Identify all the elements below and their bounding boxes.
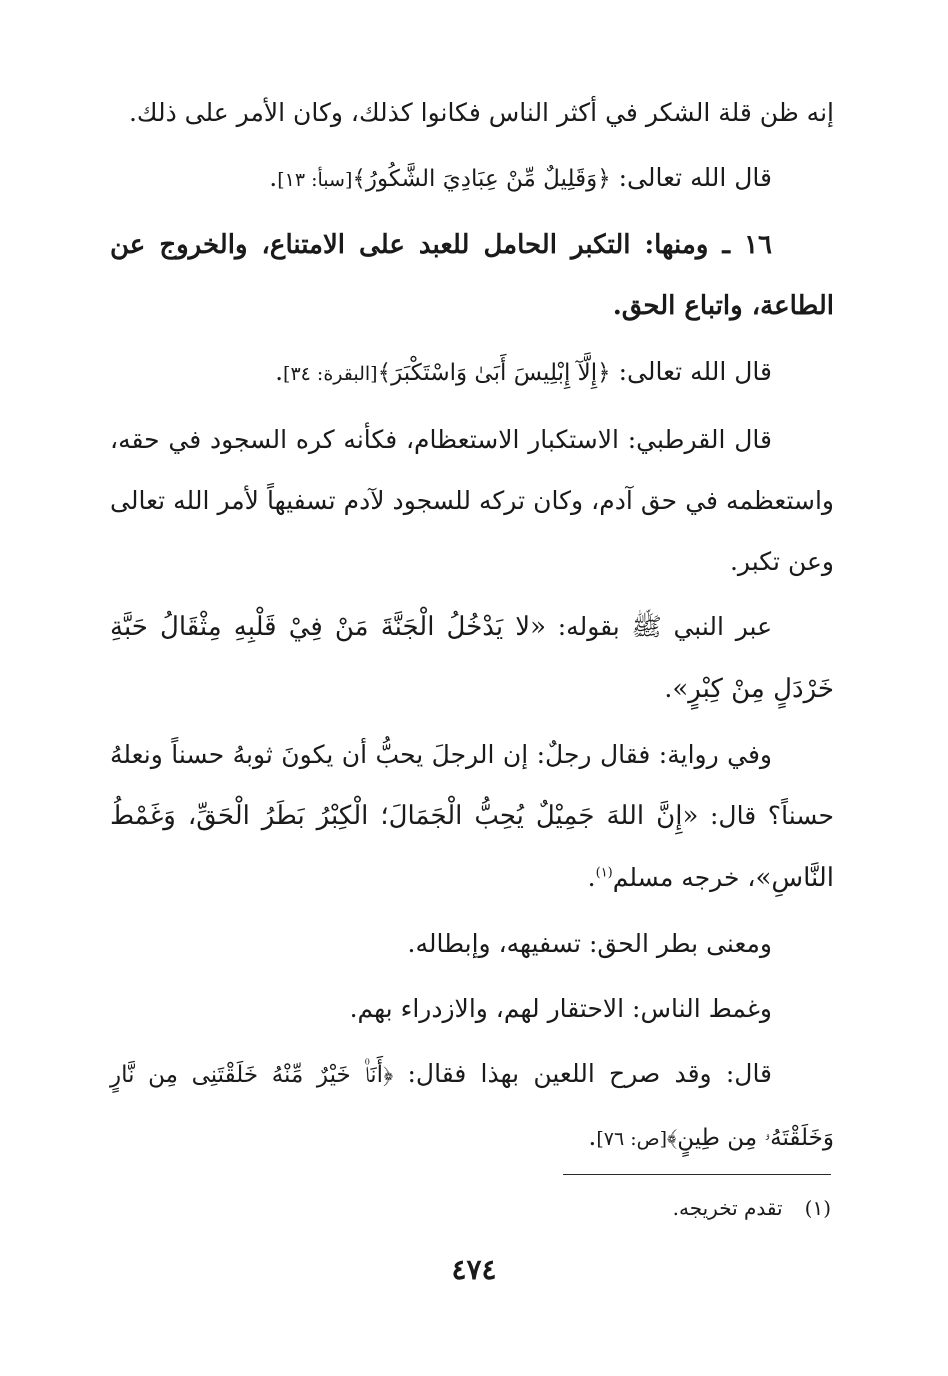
paragraph-7-hadith [110, 724, 834, 909]
verse-intro: قال: وقد صرح اللعين بهذا فقال: [393, 1059, 773, 1088]
end-punctuation: . [269, 163, 278, 192]
paragraph-10-quran-verse [110, 1043, 834, 1170]
paragraph-3-heading [110, 215, 834, 337]
footnote-marker: (١) [595, 865, 613, 881]
hadith-intro: عبر النبي ﷺ بقوله: [545, 612, 772, 641]
verse-reference: [البقرة: ٣٤] [283, 363, 378, 385]
paragraph-6-hadith [110, 596, 834, 720]
end-punctuation: . [587, 863, 596, 892]
hadith-source: ، خرجه مسلم [612, 863, 756, 892]
page-number: ٤٧٤ [451, 1253, 497, 1286]
page-body [110, 82, 834, 1174]
end-punctuation: . [588, 1122, 597, 1151]
hadith-text: «لا يَدْخُلُ الْجَنَّةَ مَنْ فِيْ قَلْبِهِ مِثْقَالُ حَبَّةِ خَرْدَلٍ مِنْ كِبْرٍ» [110, 612, 834, 704]
verse-intro: قال الله تعالى: [610, 163, 772, 192]
footnote [500, 1188, 831, 1228]
paragraph-text: إنه ظن قلة الشكر في أكثر الناس فكانوا كذلك، وكان الأمر على ذلك. [128, 98, 834, 127]
end-punctuation: . [664, 674, 673, 703]
paragraph-text: قال القرطبي: الاستكبار الاستعظام، فكأنه كره السجود في حقه، واستعظمه في حق آدم، وكان تركه للسجود لآدم تسفيهاً لأمر الله تعالى وعن تكبر. [110, 425, 834, 576]
quran-verse: ﴿إِلَّآ إِبْلِيسَ أَبَىٰ وَاسْتَكْبَرَ﴾ [377, 360, 611, 386]
paragraph-9 [110, 978, 834, 1039]
quran-verse: ﴿أَنَا۠ خَيْرٌ مِّنْهُ خَلَقْتَنِى مِن نَّارٍ وَخَلَقْتَهُۥ مِن طِينٍ﴾ [110, 1062, 834, 1151]
paragraph-2-quran-verse [110, 147, 834, 211]
verse-reference: [ص: ٧٦] [596, 1128, 667, 1150]
paragraph-1 [110, 82, 834, 143]
footnote-text: تقدم تخريجه. [672, 1196, 783, 1220]
verse-reference: [سبأ: ١٣] [277, 169, 353, 191]
footnote-divider [563, 1174, 831, 1175]
quran-verse: ﴿وَقَلِيلٌ مِّنْ عِبَادِيَ الشَّكُورُ﴾ [352, 166, 611, 192]
hadith-intro: وفي رواية: فقال رجلٌ: إن الرجلَ يحبُّ أن يكونَ ثوبهُ حسناً ونعلهُ حسناً؟ قال: [110, 740, 834, 830]
paragraph-text: ومعنى بطر الحق: تسفيهه، وإبطاله. [407, 929, 772, 958]
hadith-text: «إِنَّ اللهَ جَمِيْلٌ يُحِبُّ الْجَمَالَ؛ الْكِبْرُ بَطَرُ الْحَقِّ، وَغَمْطُ النَّاسِ» [110, 801, 834, 893]
paragraph-8 [110, 913, 834, 974]
section-heading: ١٦ ـ ومنها: التكبر الحامل للعبد على الامتناع، والخروج عن الطاعة، واتباع الحق. [110, 230, 834, 321]
paragraph-4-quran-verse [110, 341, 834, 405]
footnote-number: (١) [804, 1196, 831, 1220]
end-punctuation: . [275, 357, 284, 386]
paragraph-5 [110, 409, 834, 592]
verse-intro: قال الله تعالى: [610, 357, 772, 386]
paragraph-text: وغمط الناس: الاحتقار لهم، والازدراء بهم. [349, 994, 772, 1023]
